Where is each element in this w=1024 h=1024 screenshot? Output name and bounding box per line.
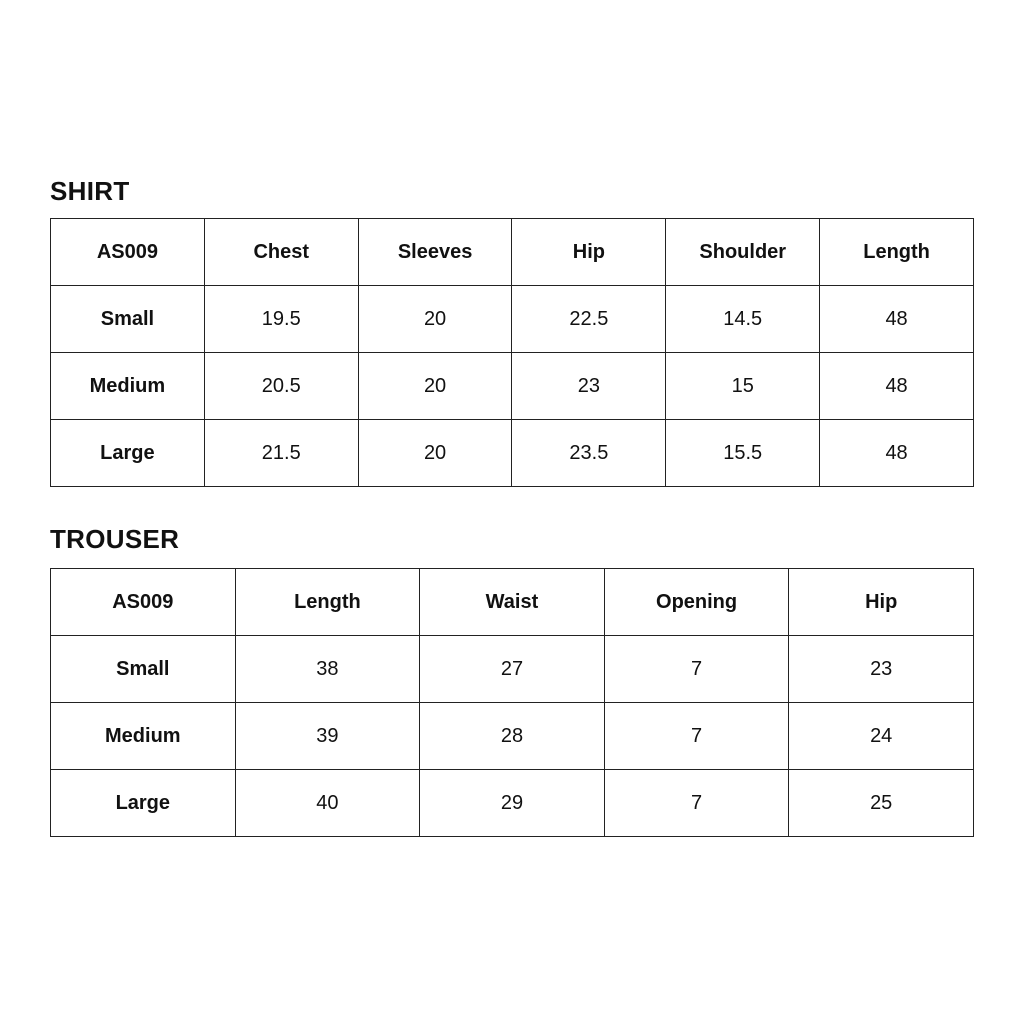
- table-cell: 15: [666, 353, 820, 420]
- column-header: Opening: [604, 569, 789, 636]
- column-header: Chest: [204, 219, 358, 286]
- table-cell: 14.5: [666, 286, 820, 353]
- table-cell: 27: [420, 636, 605, 703]
- size-label: Small: [51, 286, 205, 353]
- table-cell: 20.5: [204, 353, 358, 420]
- column-header: Length: [235, 569, 420, 636]
- table-row: [51, 770, 974, 837]
- table-header-row: [51, 219, 974, 286]
- column-header: Hip: [512, 219, 666, 286]
- table-cell: 15.5: [666, 420, 820, 487]
- table-cell: 24: [789, 703, 974, 770]
- size-label: Medium: [51, 703, 236, 770]
- table-row: [51, 353, 974, 420]
- table-cell: 22.5: [512, 286, 666, 353]
- table-cell: 28: [420, 703, 605, 770]
- column-header: Hip: [789, 569, 974, 636]
- table-row: [51, 420, 974, 487]
- size-label: Large: [51, 420, 205, 487]
- table-cell: 20: [358, 353, 512, 420]
- table-cell: 48: [820, 420, 974, 487]
- table-cell: 48: [820, 353, 974, 420]
- table-cell: 20: [358, 420, 512, 487]
- table-cell: 19.5: [204, 286, 358, 353]
- column-header: AS009: [51, 569, 236, 636]
- column-header: Shoulder: [666, 219, 820, 286]
- table-cell: 23: [512, 353, 666, 420]
- table-row: [51, 636, 974, 703]
- column-header: Length: [820, 219, 974, 286]
- size-label: Small: [51, 636, 236, 703]
- table-cell: 21.5: [204, 420, 358, 487]
- table-header-row: [51, 569, 974, 636]
- column-header: AS009: [51, 219, 205, 286]
- size-label: Large: [51, 770, 236, 837]
- table-cell: 25: [789, 770, 974, 837]
- trouser-section-title: TROUSER: [50, 524, 180, 554]
- table-cell: 20: [358, 286, 512, 353]
- table-cell: 23: [789, 636, 974, 703]
- table-row: [51, 703, 974, 770]
- table-cell: 40: [235, 770, 420, 837]
- table-cell: 7: [604, 703, 789, 770]
- table-cell: 48: [820, 286, 974, 353]
- trouser-size-table: [50, 568, 974, 837]
- table-cell: 7: [604, 770, 789, 837]
- table-cell: 7: [604, 636, 789, 703]
- table-cell: 39: [235, 703, 420, 770]
- table-row: [51, 286, 974, 353]
- shirt-size-table: [50, 218, 974, 487]
- column-header: Waist: [420, 569, 605, 636]
- table-cell: 38: [235, 636, 420, 703]
- size-label: Medium: [51, 353, 205, 420]
- table-cell: 29: [420, 770, 605, 837]
- column-header: Sleeves: [358, 219, 512, 286]
- shirt-section-title: SHIRT: [50, 176, 130, 206]
- table-cell: 23.5: [512, 420, 666, 487]
